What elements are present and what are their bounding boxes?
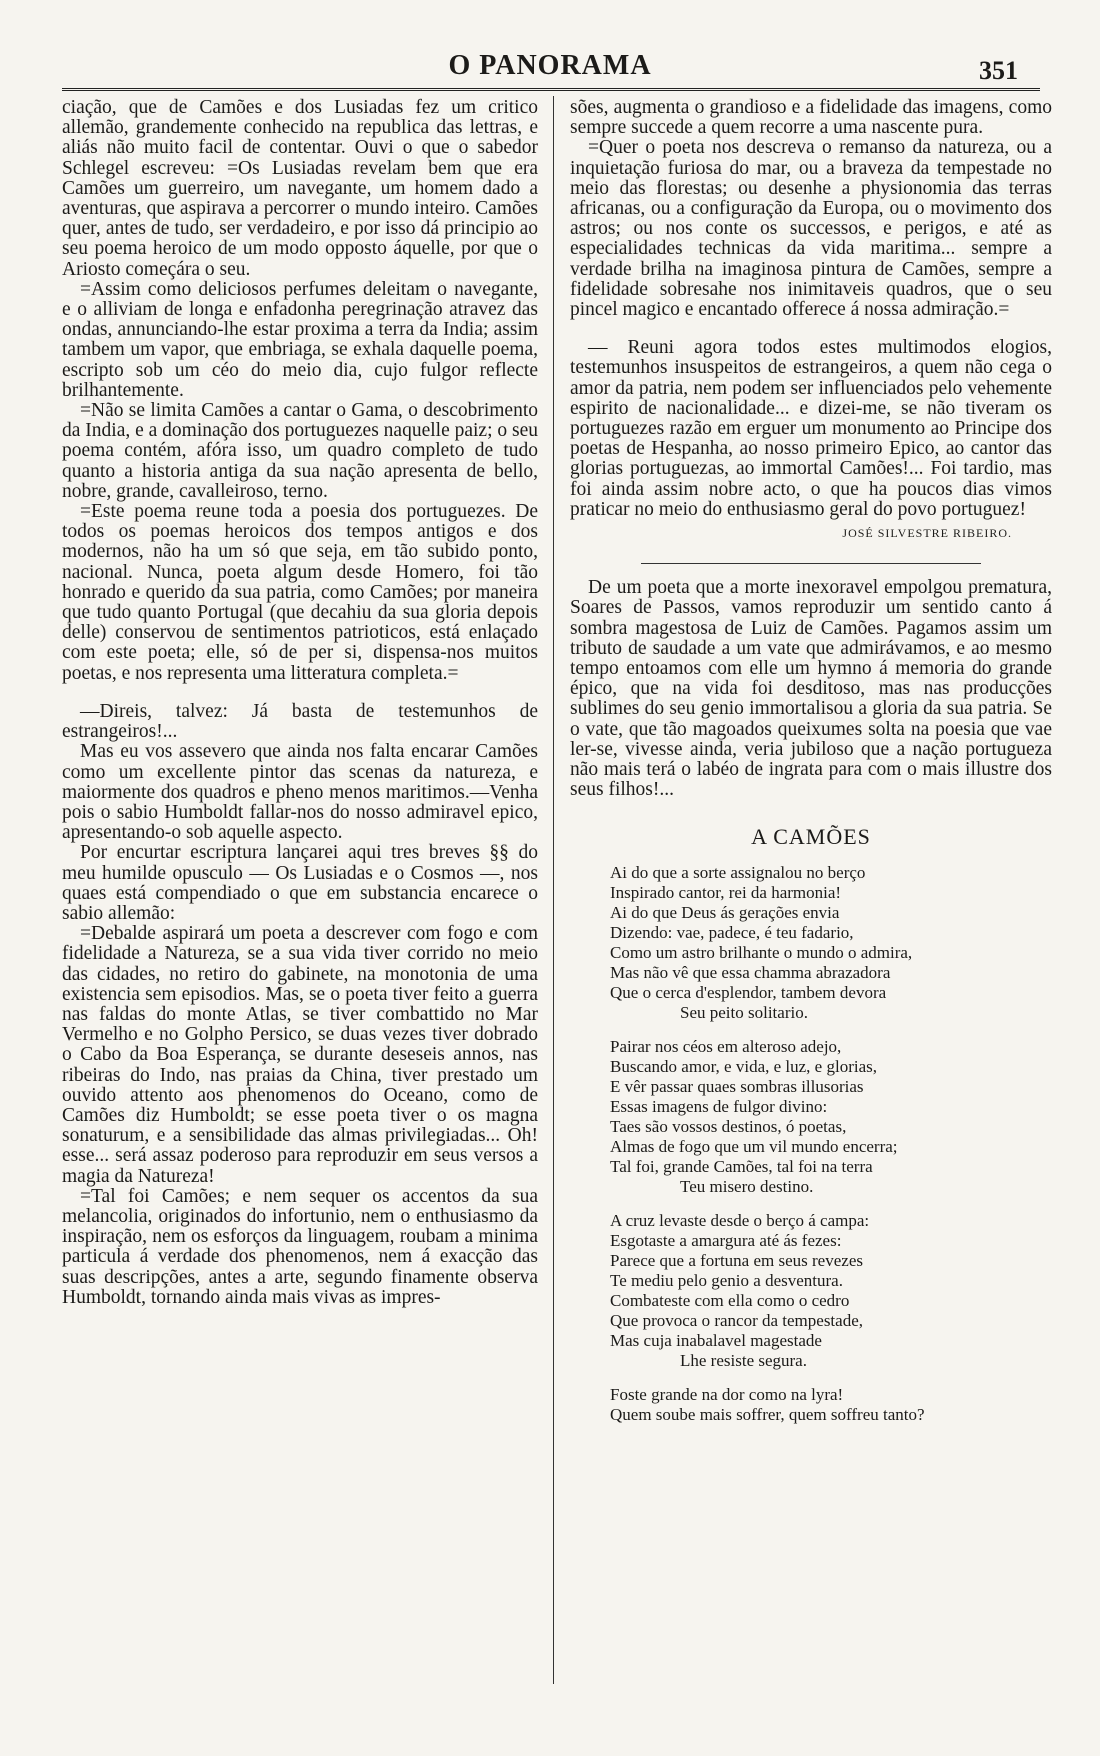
poem-line: Foste grande na dor como na lyra!	[610, 1384, 844, 1404]
poem-line: Ai do que a sorte assignalou no berço	[610, 862, 866, 882]
paragraph: sões, augmenta o grandioso e a fidelidade das imagens, como sempre succede a quem recorre a uma nascente pura.	[570, 97, 1052, 139]
poem-stanza	[570, 1211, 1052, 1371]
paragraph: Por encurtar escriptura lançarei aqui tres breves §§ do meu humilde opusculo — Os Lusiadas e o Cosmos —, nos quaes está compendiado o que em substancia encarece o sabio allemão:	[62, 842, 538, 924]
poem-stanza	[570, 1037, 1052, 1197]
poem-stanza	[570, 1385, 1052, 1425]
poem-line: Dizendo: vae, padece, é teu fadario,	[610, 922, 854, 942]
poem-line: A cruz levaste desde o berço á campa:	[610, 1210, 870, 1230]
paragraph: =Assim como deliciosos perfumes deleitam o navegante, e o alliviam de longa e enfadonha peregrinação atravez das ondas, annunciando-lhe estar proxima a terra da India; assim tambem um vapor, que embriaga, se exhala daquelle poema, escripto sob um céo do meio dia, cujo fulgor reflecte brilhantemente.	[62, 278, 538, 401]
paragraph: =Este poema reune toda a poesia dos portuguezes. De todos os poemas heroicos dos tempos antigos e dos modernos, não ha um só que seja, em tão subido ponto, nacional. Nunca, poeta algum desde Homero, foi tão honrado e querido da sua patria, como Camões; por maneira que tudo quanto Portugal (que decahiu da sua gloria depois delle) conservou de sentimentos patrioticos, está enlaçado com este poeta; elle, só de per si, dispensa-nos muitos poetas, e nos representa uma litteratura completa.=	[62, 501, 538, 684]
poem-title: A CAMÕES	[751, 823, 871, 849]
header-rule	[62, 88, 1040, 91]
poem-body	[570, 863, 1052, 1425]
poem-line: Lhe resiste segura.	[680, 1350, 807, 1370]
paragraph: =Tal foi Camões; e nem sequer os accentos da sua melancolia, originados do infortunio, nem o enthusiasmo da inspiração, nem os esforços da linguagem, roubam a minima particula á verdade dos phenomenos, nem á exacção das suas descripções, antes a arte, segundo finamente observa Humboldt, tornando ainda mais vivas as impres-	[62, 1185, 538, 1308]
poem-line: Inspirado cantor, rei da harmonia!	[610, 882, 842, 902]
section-rule	[641, 563, 981, 564]
column-divider	[553, 96, 554, 1684]
paragraph: — Reuni agora todos estes multimodos elogios, testemunhos insuspeitos de estrangeiros, a quem não cega o amor da patria, nem podem ser influenciados pelo vehemente espirito de nacionalidade... e dizei-me, se não tiveram os portuguezes razão em erguer um monumento ao Principe dos poetas de Hespanha, ao nosso primeiro Epico, ao cantor das glorias portuguezas, ao immortal Camões!... Foi tardio, mas foi ainda assim nobre acto, o que ha poucos dias vimos praticar no meio do enthusiasmo geral do povo portuguez!	[570, 337, 1052, 520]
paragraph: =Não se limita Camões a cantar o Gama, o descobrimento da India, e a dominação dos portuguezes naquelle paiz; o seu poema contém, afóra isso, um quadro completo de tudo quanto a historia antiga da sua nação apresenta de bello, nobre, grande, cavalleiroso, terno.	[62, 400, 538, 502]
paragraph: =Debalde aspirará um poeta a descrever com fogo e com fidelidade a Natureza, se a sua vida tiver corrido no meio das cidades, no retiro do gabinete, na monotonia de uma existencia sem episodios. Mas, se o poeta tiver feito a guerra nas faldas do monte Atlas, se tiver combattido no Mar Vermelho e no Golpho Persico, se duas vezes tiver dobrado o Cabo da Boa Esperança, se durante deseseis annos, nas ribeiras do Indo, nas praias da China, tiver prestado um ouvido attento aos phenomenos do Oceano, como de Camões diz Humboldt; se esse poeta tiver o os magna sonaturum, e a sensibilidade das almas privilegiadas... Oh! esse... será assaz poderoso para reproduzir em seus versos a magia da Natureza!	[62, 923, 538, 1187]
poem-line: Seu peito solitario.	[680, 1002, 808, 1022]
right-column	[570, 98, 1052, 1439]
poem-line: Mas cuja inabalavel magestade	[610, 1330, 822, 1350]
poem-line: Ai do que Deus ás gerações envia	[610, 902, 840, 922]
poem-line: Essas imagens de fulgor divino:	[610, 1096, 828, 1116]
poem-line: Almas de fogo que um vil mundo encerra;	[610, 1136, 898, 1156]
poem-line: E vêr passar quaes sombras illusorias	[610, 1076, 864, 1096]
author-signature: JOSÉ SILVESTRE RIBEIRO.	[842, 526, 1012, 541]
paragraph: Mas eu vos assevero que ainda nos falta encarar Camões como um excellente pintor das scenas da natureza, e maiormente dos quadros e pheno menos maritimos.—Venha pois o sabio Humboldt fallar-nos do nosso admiravel epico, apresentando-o sob aquelle aspecto.	[62, 741, 538, 844]
poem-line: Que o cerca d'esplendor, tambem devora	[610, 982, 887, 1002]
poem-stanza	[570, 863, 1052, 1023]
paragraph: ciação, que de Camões e dos Lusiadas fez um critico allemão, grandemente conhecido na republica das lettras, e aliás não muito facil de contentar. Ouvi o que o sabedor Schlegel escreveu: =Os Lusiadas revelam bem que era Camões um guerreiro, um navegante, um homem dado a aventuras, que aspirava a percorrer o mundo inteiro. Camões quer, antes de tudo, ser verdadeiro, e por isso dá principio ao seu poema heroico de um modo opposto áquelle, por que o Ariosto começára o seu.	[62, 97, 538, 280]
poem-line: Buscando amor, e vida, e luz, e glorias,	[610, 1056, 877, 1076]
poem-line: Pairar nos céos em alteroso adejo,	[610, 1036, 842, 1056]
left-column	[62, 98, 538, 1308]
paragraph: =Quer o poeta nos descreva o remanso da natureza, ou a inquietação furiosa do mar, ou a braveza da tempestade no meio das florestas; ou desenhe a physionomia das terras africanas, ou a configuração da Europa, ou o movimento dos astros; ou nos conte os successos, e perigos, e até as especialidades technicas da vida maritima... sempre a verdade brilha na imaginosa pintura de Camões, sempre a fidelidade sobresahe nos inimitaveis quadros, que o seu pincel magico e encantado offerece á nossa admiração.=	[570, 137, 1052, 321]
poem-line: Tal foi, grande Camões, tal foi na terra	[610, 1156, 873, 1176]
poem-line: Parece que a fortuna em seus revezes	[610, 1250, 863, 1270]
page-title: O PANORAMA	[448, 50, 652, 81]
page-number: 351	[979, 56, 1018, 85]
poem-line: Que provoca o rancor da tempestade,	[610, 1310, 863, 1330]
intro-paragraph: De um poeta que a morte inexoravel empolgou prematura, Soares de Passos, vamos reproduzir um sentido canto á sombra magestosa de Luiz de Camões. Pagamos assim um tributo de saudade a um vate que admirávamos, e ao mesmo tempo entoamos com elle um hymno á memoria do grande épico, que na vida foi desditoso, mas nas producções sublimes do seu genio immortalisou a gloria da sua patria. Se o vate, que tão magoados queixumes solta na poesia que vae ler-se, vivesse ainda, veria jubiloso que a nação portugueza não mais terá o labéo de ingrata para com o mais illustre dos seus filhos!...	[570, 577, 1052, 801]
poem-line: Esgotaste a amargura até ás fezes:	[610, 1230, 842, 1250]
poem-line: Quem soube mais soffrer, quem soffreu tanto?	[610, 1404, 925, 1424]
poem-line: Combateste com ella como o cedro	[610, 1290, 850, 1310]
paragraph: —Direis, talvez: Já basta de testemunhos de estrangeiros!...	[62, 700, 538, 743]
poem-line: Mas não vê que essa chamma abrazadora	[610, 962, 891, 982]
poem-line: Taes são vossos destinos, ó poetas,	[610, 1116, 847, 1136]
poem-line: Teu misero destino.	[680, 1176, 814, 1196]
poem-line: Como um astro brilhante o mundo o admira,	[610, 942, 913, 962]
poem-line: Te mediu pelo genio a desventura.	[610, 1270, 843, 1290]
